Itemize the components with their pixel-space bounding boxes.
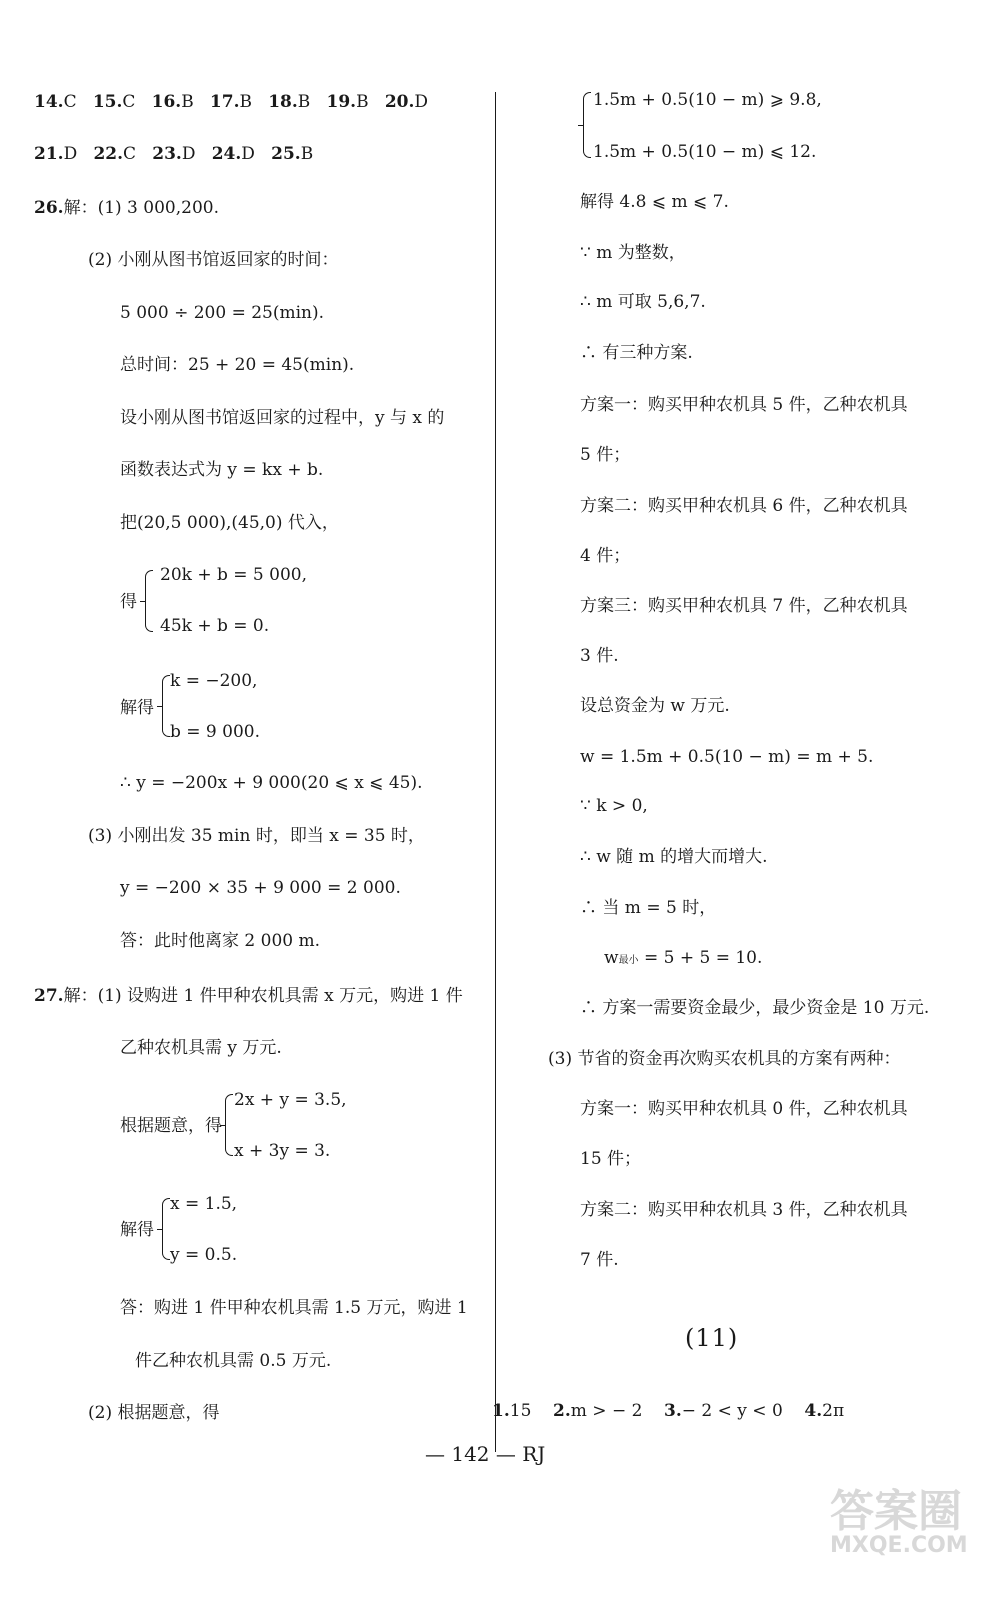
q-num: 23. [152, 144, 182, 164]
answer: C [123, 144, 137, 164]
right-line-21: 方案二：购买甲种农机具 3 件，乙种农机具 [580, 1200, 908, 1220]
q-num: 15. [92, 92, 123, 112]
q26-line-3: 5 000 ÷ 200 = 25(min). [120, 303, 325, 323]
q-num: 24. [211, 144, 242, 164]
q27-gen-label: 根据题意，得 [120, 1116, 222, 1136]
right-line-22: 7 件. [580, 1250, 619, 1270]
q27-line-1 [34, 988, 463, 1005]
watermark-url: MXQE.COM [830, 1533, 968, 1558]
answer: D [181, 144, 196, 164]
right-line-18: (3) 节省的资金再次购买农机具的方案有两种： [548, 1049, 901, 1069]
q26-line-8: ∴ y = −200x + 9 000(20 ⩽ x ⩽ 45). [120, 773, 423, 793]
right-line-14: ∴ w 随 m 的增大而增大. [580, 847, 768, 867]
column-divider [495, 92, 496, 1452]
q26-eq-1: 20k + b = 5 000, [160, 565, 307, 585]
q27-number: 27. [34, 986, 64, 1006]
q26-number: 26. [34, 198, 64, 218]
right-line-17: ∴ 方案一需要资金最少，最少资金是 10 万元. [580, 998, 930, 1018]
q26-de-label: 得 [120, 592, 137, 612]
q26-line-2: (2) 小刚从图书馆返回家的时间： [88, 250, 339, 270]
right-line-12: w = 1.5m + 0.5(10 − m) = m + 5. [580, 747, 874, 767]
q27-sol-1: x = 1.5, [170, 1194, 238, 1214]
q27-line-5: (2) 根据题意，得 [88, 1403, 220, 1423]
right-line-11: 设总资金为 w 万元. [580, 696, 730, 716]
right-line-20: 15 件； [580, 1149, 642, 1169]
q26-line-5: 设小刚从图书馆返回家的过程中，y 与 x 的 [120, 408, 445, 428]
right-line-2: ∵ m 为整数， [580, 243, 686, 263]
q26-jiede-label: 解得 [120, 698, 154, 718]
ineq-1: 1.5m + 0.5(10 − m) ⩾ 9.8, [593, 90, 822, 110]
answer: m > − 2 [570, 1401, 643, 1421]
q26-line-6: 函数表达式为 y = kx + b. [120, 460, 324, 480]
watermark [830, 1486, 980, 1558]
right-line-8: 4 件； [580, 546, 631, 566]
q26-eq-2: 45k + b = 0. [160, 616, 270, 636]
system-brace [583, 92, 591, 158]
answer: B [300, 144, 314, 164]
answers-row-14-20 [34, 94, 428, 111]
w-value: = 5 + 5 = 10. [638, 948, 763, 968]
answer: 2π [822, 1401, 845, 1421]
system-brace [145, 570, 153, 632]
q27-sol-2: y = 0.5. [170, 1245, 238, 1265]
q-num: 2. [553, 1401, 571, 1421]
right-line-6: 5 件； [580, 445, 631, 465]
q-num: 3. [664, 1401, 682, 1421]
page-number: — 142 — RJ [425, 1442, 546, 1466]
q-num: 20. [384, 92, 415, 112]
q-num: 17. [209, 92, 240, 112]
right-line-5: 方案一：购买甲种农机具 5 件，乙种农机具 [580, 395, 908, 415]
q26-line-10: y = −200 × 35 + 9 000 = 2 000. [120, 878, 401, 898]
q-num: 21. [34, 144, 64, 164]
q27-jiede-label: 解得 [120, 1220, 154, 1240]
answer: D [241, 144, 255, 164]
right-line-1: 解得 4.8 ⩽ m ⩽ 7. [580, 192, 729, 212]
answer: B [356, 92, 369, 112]
q27-line-4: 件乙种农机具需 0.5 万元. [135, 1351, 332, 1371]
q-num: 14. [34, 92, 64, 112]
q-num: 22. [93, 144, 124, 164]
answer: D [63, 144, 78, 164]
q26-line-4: 总时间：25 + 20 = 45(min). [120, 355, 355, 375]
right-line-7: 方案二：购买甲种农机具 6 件，乙种农机具 [580, 496, 908, 516]
right-line-13: ∵ k > 0, [580, 796, 648, 816]
answer: − 2 < y < 0 [681, 1401, 783, 1421]
right-line-3: ∴ m 可取 5,6,7. [580, 292, 706, 312]
q26-sol-2: b = 9 000. [170, 722, 261, 742]
q-num: 18. [268, 92, 298, 112]
q27-eq-1: 2x + y = 3.5, [234, 1090, 347, 1110]
q-num: 25. [271, 144, 301, 164]
q27-text: 解：(1) 设购进 1 件甲种农机具需 x 万元，购进 1 件 [63, 986, 463, 1006]
system-brace [162, 1198, 170, 1260]
watermark-logo: 答案圈 [830, 1486, 962, 1537]
answer: D [414, 92, 429, 112]
q-num: 16. [151, 92, 182, 112]
q26-line-1 [34, 200, 219, 217]
system-brace [225, 1094, 233, 1156]
q26-line-7: 把(20,5 000),(45,0) 代入， [120, 513, 339, 533]
answer: 15 [509, 1401, 532, 1421]
right-line-15: ∴ 当 m = 5 时， [580, 898, 717, 918]
q27-line-3: 答：购进 1 件甲种农机具需 1.5 万元，购进 1 [120, 1298, 468, 1318]
fill-answers-row [492, 1403, 844, 1420]
answer: C [122, 92, 136, 112]
q26-line-9: (3) 小刚出发 35 min 时，即当 x = 35 时， [88, 826, 425, 846]
right-line-9: 方案三：购买甲种农机具 7 件，乙种农机具 [580, 596, 908, 616]
q27-line-2: 乙种农机具需 y 万元. [120, 1038, 282, 1058]
answer: B [297, 92, 311, 112]
q-num: 1. [492, 1401, 510, 1421]
system-brace [162, 675, 170, 737]
answer: B [181, 92, 194, 112]
w-var: w [604, 948, 619, 968]
q26-sol-1: k = −200, [170, 671, 258, 691]
ineq-2: 1.5m + 0.5(10 − m) ⩽ 12. [593, 142, 817, 162]
q26-line-11: 答：此时他离家 2 000 m. [120, 931, 320, 951]
right-line-4: ∴ 有三种方案. [580, 343, 693, 363]
q-num: 19. [326, 92, 357, 112]
right-line-10: 3 件. [580, 646, 619, 666]
right-line-16 [604, 950, 762, 967]
answer: C [63, 92, 77, 112]
q27-eq-2: x + 3y = 3. [234, 1141, 331, 1161]
right-line-19: 方案一：购买甲种农机具 0 件，乙种农机具 [580, 1099, 908, 1119]
q26-text: 解：(1) 3 000,200. [63, 198, 219, 218]
subscript-min: 最小 [618, 955, 639, 966]
section-heading: (11) [685, 1324, 739, 1352]
q-num: 4. [804, 1401, 823, 1421]
answers-row-21-25 [34, 146, 313, 163]
answer: B [239, 92, 252, 112]
